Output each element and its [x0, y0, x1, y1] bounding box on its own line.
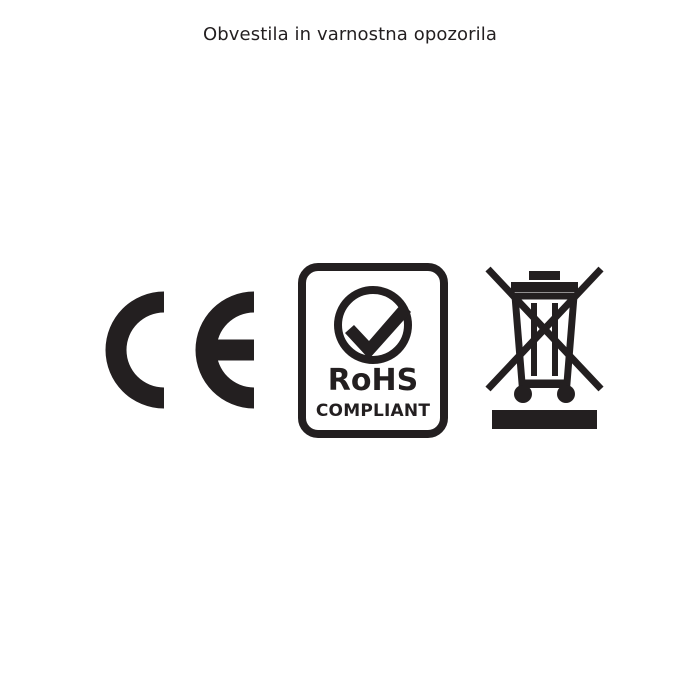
ce-marking-icon [94, 275, 264, 425]
weee-bin-icon [482, 263, 607, 438]
rohs-compliant-icon [298, 263, 448, 438]
compliance-symbol-row [0, 250, 700, 450]
rohs-label-line1: RoHS [327, 362, 418, 398]
rohs-label-line2: COMPLIANT [315, 400, 430, 421]
page-title: Obvestila in varnostna opozorila [203, 24, 497, 45]
